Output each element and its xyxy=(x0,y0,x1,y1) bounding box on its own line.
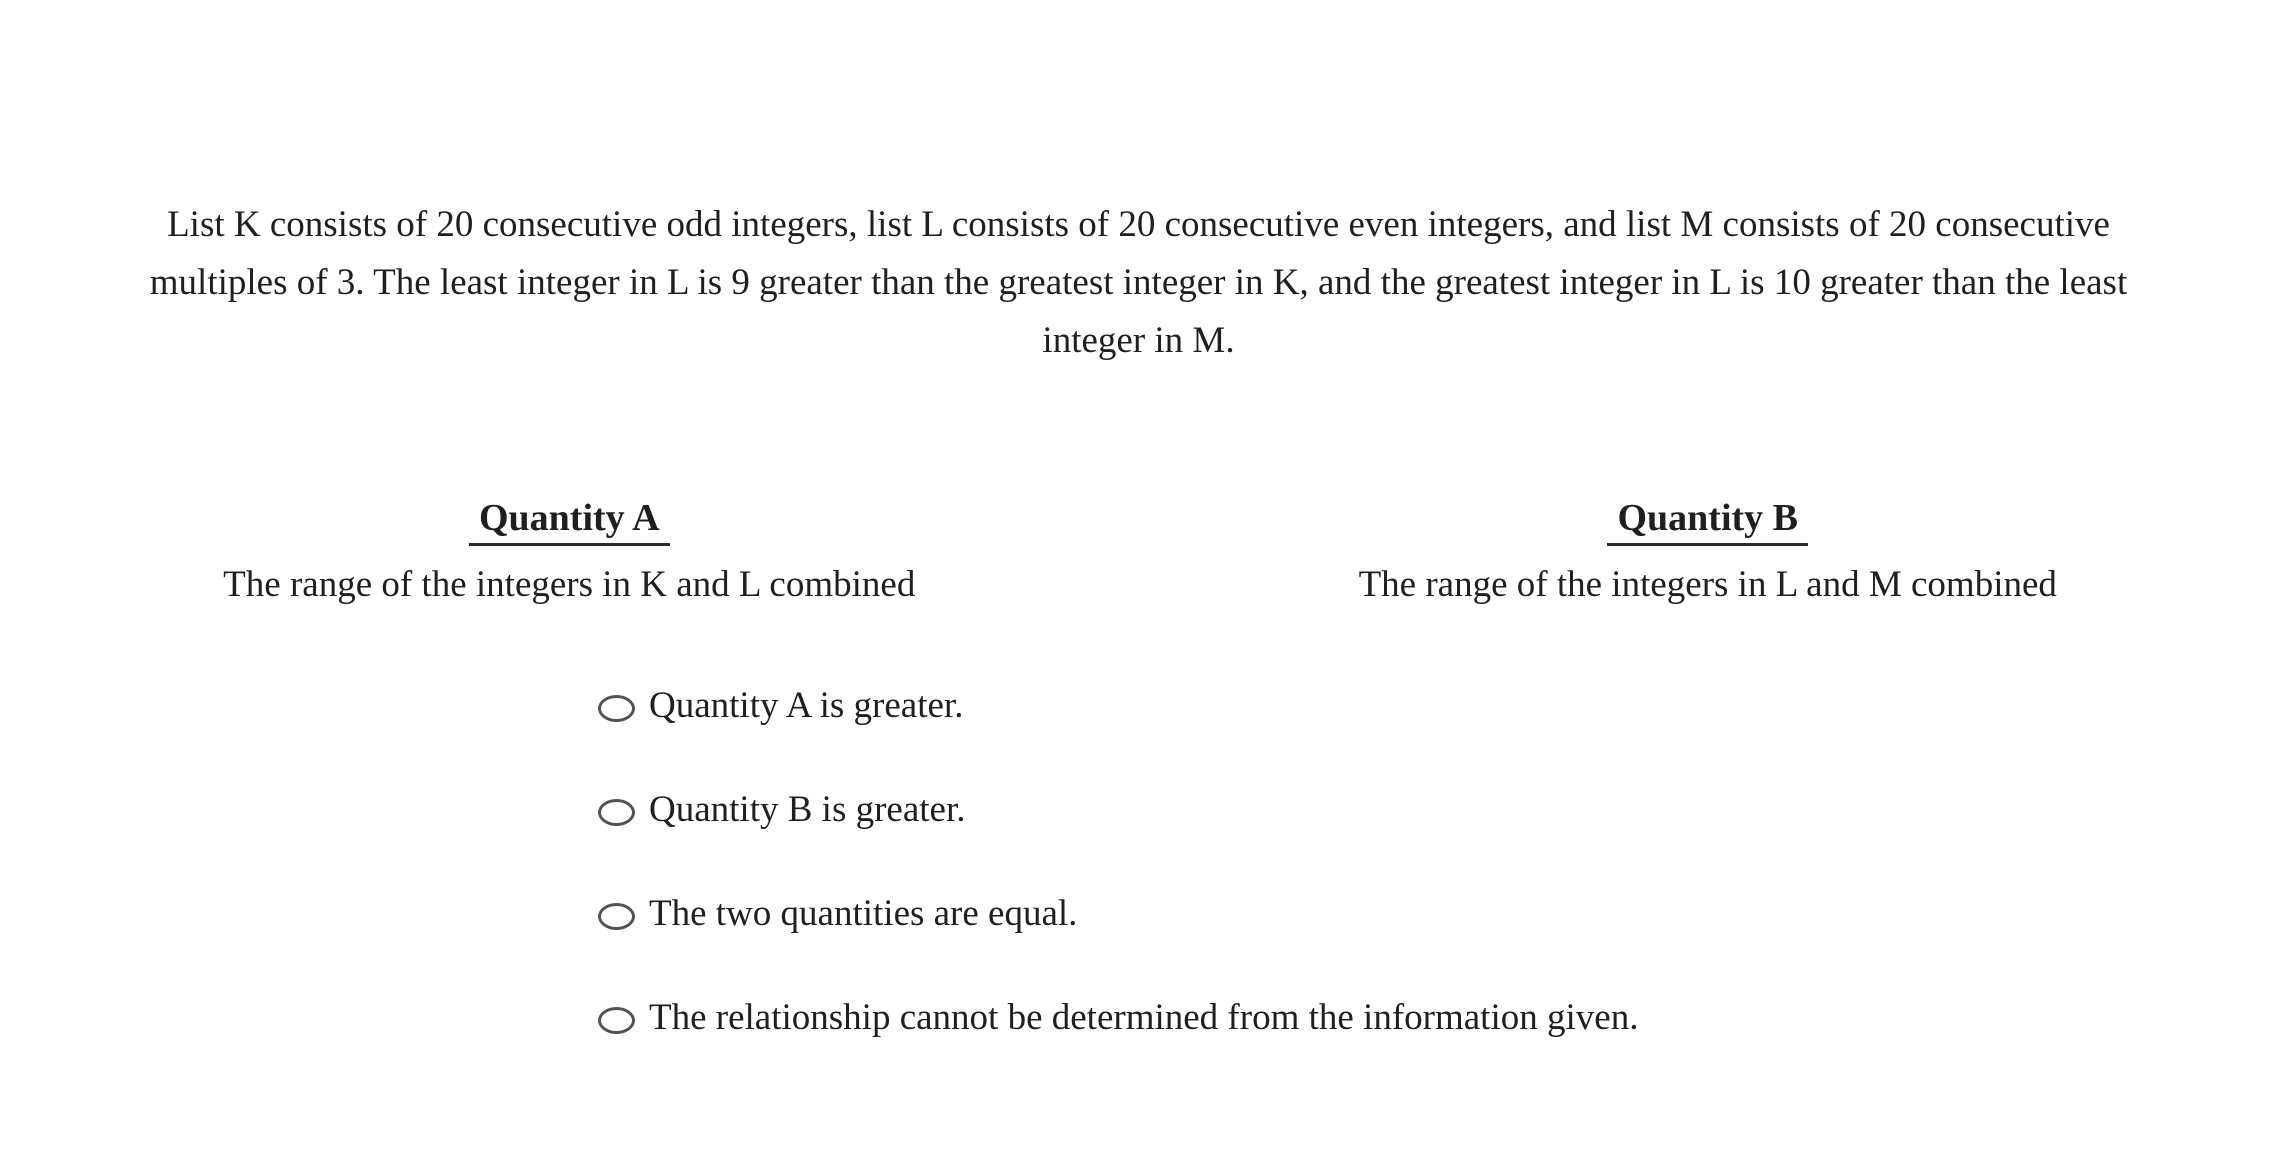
prompt-line-1: List K consists of 20 consecutive odd integers, list L consists of 20 consecutive even integers, and list M consists of 20 consecutive xyxy=(167,204,2110,245)
quantity-a-description: The range of the integers in K and L combined xyxy=(223,564,916,605)
answer-option-label[interactable]: Quantity B is greater. xyxy=(649,789,966,830)
quantity-a-column xyxy=(0,496,1139,610)
radio-oval-icon[interactable] xyxy=(598,903,635,930)
quantity-a-header: Quantity A xyxy=(469,496,670,546)
radio-oval-icon[interactable] xyxy=(598,695,635,722)
answer-option-label[interactable]: The two quantities are equal. xyxy=(649,893,1078,934)
answer-option-a-greater[interactable] xyxy=(598,676,2277,736)
quantity-b-header: Quantity B xyxy=(1607,496,1808,546)
answer-option-label[interactable]: Quantity A is greater. xyxy=(649,685,964,726)
answer-option-label[interactable]: The relationship cannot be determined from the information given. xyxy=(649,997,1639,1038)
answer-option-b-greater[interactable] xyxy=(598,780,2277,840)
answer-options xyxy=(598,676,2277,1048)
quantities-row xyxy=(0,496,2277,610)
radio-oval-icon[interactable] xyxy=(598,799,635,826)
question-prompt xyxy=(0,0,2277,370)
answer-option-equal[interactable] xyxy=(598,884,2277,944)
radio-oval-icon[interactable] xyxy=(598,1007,635,1034)
prompt-line-3: integer in M. xyxy=(1042,320,1235,361)
prompt-line-2: multiples of 3. The least integer in L is 9 greater than the greatest integer in K, and the greatest integer in L is 10 greater than the least xyxy=(149,262,2128,303)
quantity-b-description: The range of the integers in L and M combined xyxy=(1358,564,2057,605)
quantity-b-column xyxy=(1139,496,2277,610)
answer-option-cannot-determine[interactable] xyxy=(598,988,2277,1048)
